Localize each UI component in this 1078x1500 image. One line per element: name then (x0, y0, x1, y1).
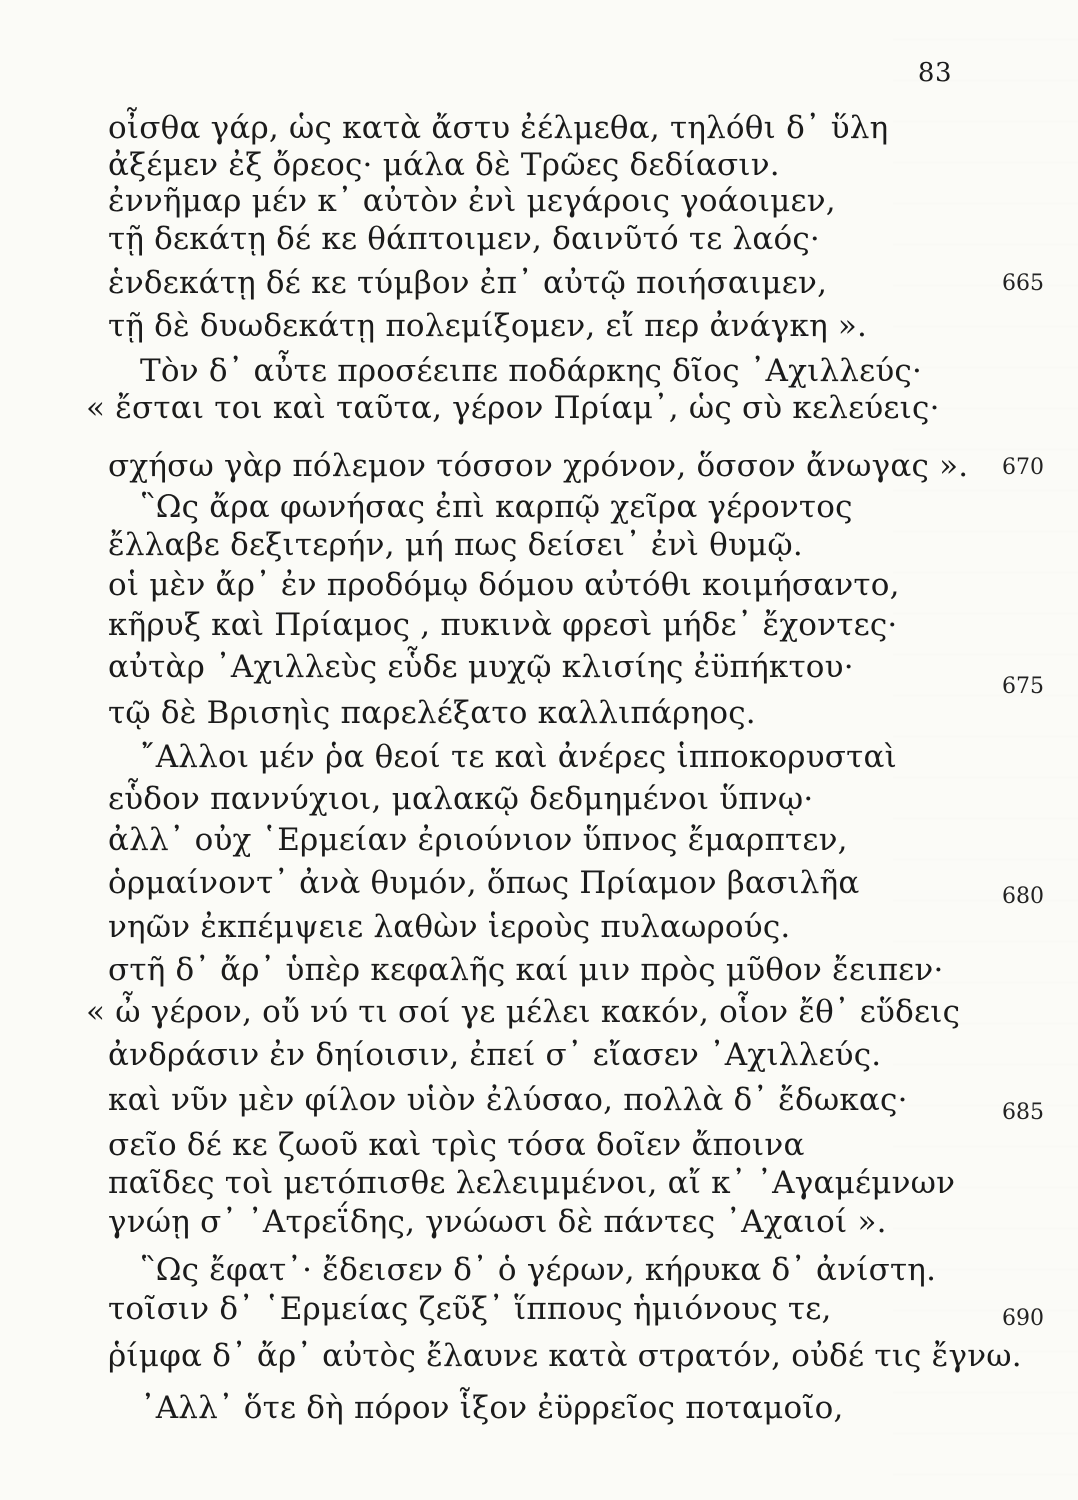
line-number: 685 (1002, 1100, 1044, 1125)
verse-line: σχήσω γὰρ πόλεμον τόσσον χρόνον, ὅσσον ἄνωγας ». (108, 448, 969, 484)
verse-line: καὶ νῦν μὲν φίλον υἱὸν ἐλύσαο, πολλὰ δ᾽ ἔδωκας· (108, 1082, 908, 1118)
verse-line: ῝Ως ἔφατ᾽· ἔδεισεν δ᾽ ὁ γέρων, κήρυκα δ᾽ ἀνίστη. (140, 1252, 937, 1288)
verse-line: οἱ μὲν ἄρ᾽ ἐν προδόμῳ δόμου αὐτόθι κοιμήσαντο, (108, 567, 900, 603)
line-number: 670 (1002, 455, 1044, 480)
verse-line: ἐννῆμαρ μέν κ᾽ αὐτὸν ἐνὶ μεγάροις γοάοιμεν, (108, 183, 836, 219)
verse-line: κῆρυξ καὶ Πρίαμος , πυκινὰ φρεσὶ μήδε᾽ ἔχοντες· (108, 607, 898, 643)
verse-line: ῎Αλλοι μέν ῥα θεοί τε καὶ ἀνέρες ἱπποκορυσταὶ (140, 739, 897, 775)
verse-line: τῷ δὲ Βρισηὶς παρελέξατο καλλιπάρηος. (108, 695, 756, 731)
verse-line: τῇ δεκάτῃ δέ κε θάπτοιμεν, δαινῦτό τε λαός· (108, 221, 820, 257)
verse-line: παῖδες τοὶ μετόπισθε λελειμμένοι, αἴ κ᾽ ᾿Αγαμέμνων (108, 1165, 956, 1201)
verse-line: ἀξέμεν ἐξ ὄρεος· μάλα δὲ Τρῶες δεδίασιν. (108, 147, 780, 183)
verse-line: τῇ δὲ δυωδεκάτῃ πολεμίξομεν, εἴ περ ἀνάγκη ». (108, 308, 868, 344)
verse-line: ἑνδεκάτῃ δέ κε τύμβον ἐπ᾽ αὐτῷ ποιήσαιμεν, (108, 265, 828, 301)
line-number: 690 (1002, 1306, 1044, 1331)
line-number: 675 (1002, 674, 1044, 699)
verse-line: « ὦ γέρον, οὔ νύ τι σοί γε μέλει κακόν, οἷον ἔθ᾽ εὕδεις (86, 994, 961, 1030)
verse-line: οἶσθα γάρ, ὡς κατὰ ἄστυ ἐέλμεθα, τηλόθι δ᾽ ὕλη (108, 110, 889, 146)
verse-line: αὐτὰρ ᾿Αχιλλεὺς εὗδε μυχῷ κλισίης ἐϋπήκτου· (108, 649, 854, 685)
page-number: 83 (917, 58, 952, 88)
verse-line: νηῶν ἐκπέμψειε λαθὼν ἱεροὺς πυλαωρούς. (108, 909, 791, 945)
verse-line: ἀλλ᾽ οὐχ ῾Ερμείαν ἐριούνιον ὕπνος ἔμαρπτεν, (108, 822, 848, 858)
verse-line: ῝Ως ἄρα φωνήσας ἐπὶ καρπῷ χεῖρα γέροντος (140, 489, 853, 525)
verse-line: Τὸν δ᾽ αὖτε προσέειπε ποδάρκης δῖος ᾿Αχιλλεύς· (140, 353, 923, 389)
verse-line: τοῖσιν δ᾽ ῾Ερμείας ζεῦξ᾽ ἵππους ἡμιόνους τε, (108, 1291, 832, 1327)
verse-line: ἀνδράσιν ἐν δηίοισιν, ἐπεί σ᾽ εἴασεν ᾿Αχιλλεύς. (108, 1037, 882, 1073)
verse-line: ῥίμφα δ᾽ ἄρ᾽ αὐτὸς ἔλαυνε κατὰ στρατόν, οὐδέ τις ἔγνω. (108, 1338, 1022, 1374)
verse-line: « ἔσται τοι καὶ ταῦτα, γέρον Πρίαμ᾽, ὡς σὺ κελεύεις· (86, 390, 940, 426)
verse-line: σεῖο δέ κε ζωοῦ καὶ τρὶς τόσα δοῖεν ἄποινα (108, 1127, 805, 1163)
verse-line: γνώῃ σ᾽ ᾿Ατρεΐδης, γνώωσι δὲ πάντες ᾿Αχαιοί ». (108, 1204, 887, 1240)
verse-line: ᾿Αλλ᾽ ὅτε δὴ πόρον ἷξον ἐϋρρεῖος ποταμοῖο, (140, 1390, 844, 1426)
verse-line: ἔλλαβε δεξιτερήν, μή πως δείσει᾽ ἐνὶ θυμῷ. (108, 527, 803, 563)
line-number: 665 (1002, 271, 1044, 296)
verse-line: ὁρμαίνοντ᾽ ἀνὰ θυμόν, ὅπως Πρίαμον βασιλῆα (108, 865, 860, 901)
line-number: 680 (1002, 884, 1044, 909)
verse-line: εὗδον παννύχιοι, μαλακῷ δεδμημένοι ὕπνῳ· (108, 781, 814, 817)
verse-line: στῆ δ᾽ ἄρ᾽ ὑπὲρ κεφαλῆς καί μιν πρὸς μῦθον ἔειπεν· (108, 952, 944, 988)
